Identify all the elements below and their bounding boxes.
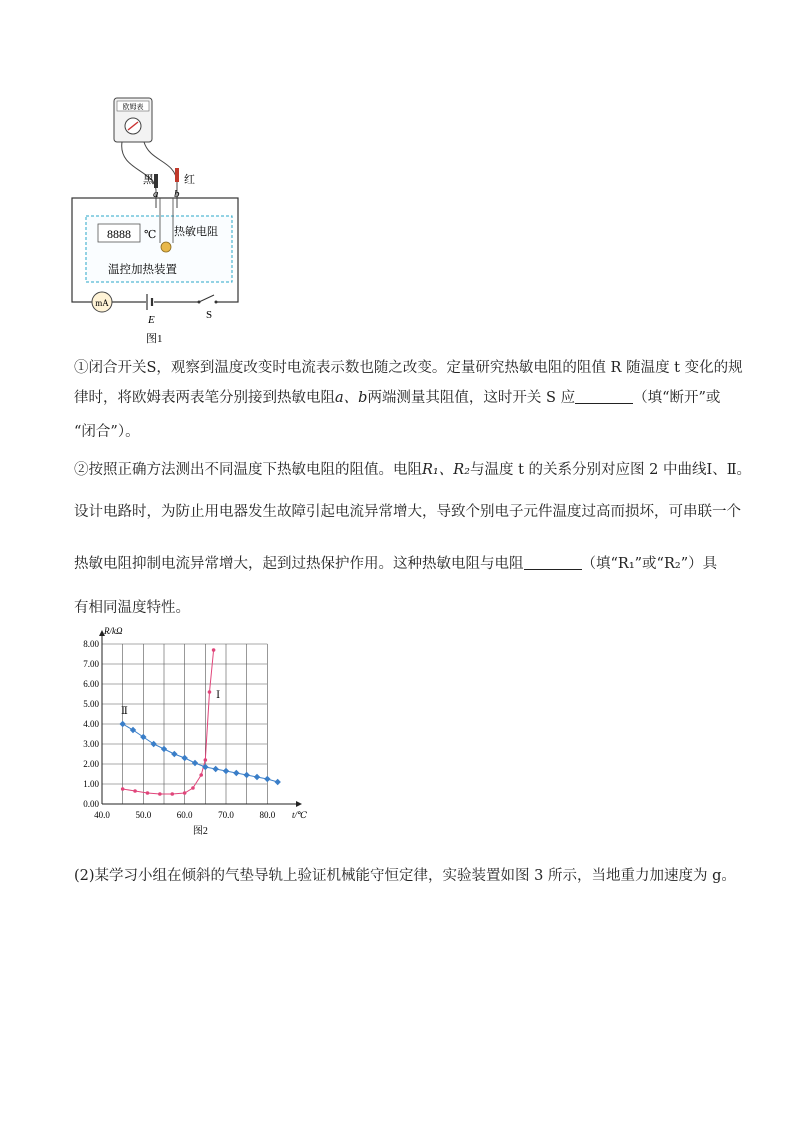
q1-ab: a、b (335, 390, 368, 406)
y-tick-label: 1.00 (83, 779, 99, 789)
black-probe (154, 174, 158, 188)
y-axis-label: R/kΩ (104, 626, 123, 636)
y-tick-label: 0.00 (83, 799, 99, 809)
display-digits: 8888 (107, 227, 131, 241)
ammeter-label: mA (95, 298, 109, 308)
q2-line4: 有相同温度特性。 (74, 600, 190, 616)
q2-line3-a: 热敏电阻抑制电流异常增大，起到过热保护作用。这种热敏电阻与电阻 (74, 556, 524, 572)
q1-line2-c: （填“断开”或 (633, 390, 721, 406)
q2-answer-blank[interactable] (524, 555, 582, 570)
data-point-series-1 (121, 787, 125, 791)
q1-answer-blank[interactable] (575, 389, 633, 404)
data-point-series-1 (133, 789, 137, 793)
data-point-series-2 (264, 776, 270, 782)
data-point-series-2 (171, 751, 177, 757)
q2-line2: 设计电路时，为防止用电器发生故障引起电流异常增大，导致个别电子元件温度过高而损坏，可串联一个 (74, 504, 741, 520)
x-tick-label: 60.0 (176, 810, 193, 820)
data-point-series-2 (243, 772, 249, 778)
thermistor-label: 热敏电阻 (174, 226, 218, 238)
figure1-caption: 图1 (146, 333, 163, 345)
y-tick-label: 4.00 (83, 719, 99, 729)
y-tick-label: 5.00 (83, 699, 99, 709)
figure2-chart (72, 620, 312, 845)
series-line-2 (123, 724, 278, 782)
x-tick-label: 50.0 (135, 810, 152, 820)
device-label: 温控加热装置 (108, 264, 177, 276)
terminal-a-label: a (153, 188, 159, 200)
q2-line1-a: ②按照正确方法测出不同温度下热敏电阻的阻值。电阻 (74, 462, 422, 478)
x-tick-label: 40.0 (94, 810, 110, 820)
q2-line3 (74, 554, 717, 574)
switch-label: S (206, 309, 213, 321)
q1-line1: ①闭合开关S，观察到温度改变时电流表示数也随之改变。定量研究热敏电阻的阻值 R 随温度 t 变化的规 (74, 360, 743, 376)
ohmmeter-label: 欧姆表 (122, 103, 144, 111)
x-tick-label: 70.0 (218, 810, 234, 820)
data-point-series-1 (158, 792, 162, 796)
data-point-series-2 (233, 770, 239, 776)
data-point-series-1 (208, 690, 212, 694)
data-point-series-1 (204, 758, 208, 762)
q1-line2-b: 两端测量其阻值，这时开关 S 应 (367, 390, 576, 406)
y-tick-label: 3.00 (83, 739, 99, 749)
battery-label: E (148, 314, 155, 326)
curve-label-2: Ⅱ (121, 706, 128, 717)
data-point-series-2 (119, 721, 125, 727)
data-point-series-2 (181, 755, 187, 761)
data-point-series-2 (223, 768, 229, 774)
q1-line2-a: 律时，将欧姆表两表笔分别接到热敏电阻 (74, 390, 335, 406)
y-tick-label: 6.00 (83, 679, 99, 689)
probe-black-label: 黑 (143, 174, 154, 186)
q2-line1 (74, 460, 751, 480)
q2-line1-b: 与温度 t 的关系分别对应图 2 中曲线 (469, 462, 707, 478)
data-point-series-2 (254, 774, 260, 780)
data-point-series-1 (183, 791, 187, 795)
x-tick-label: 80.0 (259, 810, 276, 820)
q3-line1: (2)某学习小组在倾斜的气垫导轨上验证机械能守恒定律，实验装置如图 3 所示，当地重力加速度为 g。 (74, 868, 736, 884)
data-point-series-2 (212, 766, 218, 772)
terminal-b-label: b (174, 188, 180, 200)
data-point-series-2 (192, 760, 198, 766)
q2-line3-b: （填“R₁”或“R₂”）具 (581, 556, 718, 572)
y-tick-label: 2.00 (83, 759, 99, 769)
q2-curves: Ⅰ、Ⅱ。 (706, 462, 752, 478)
data-point-series-2 (130, 727, 136, 733)
q1-line2 (74, 388, 720, 408)
figure1-circuit (60, 90, 250, 350)
data-point-series-2 (150, 741, 156, 747)
y-tick-label: 8.00 (83, 639, 99, 649)
curve-label-1: Ⅰ (216, 690, 221, 701)
series-line-1 (123, 650, 214, 794)
data-point-series-1 (146, 791, 150, 795)
data-point-series-1 (212, 648, 216, 652)
data-point-series-1 (191, 786, 195, 790)
data-point-series-2 (161, 746, 167, 752)
display-unit: ℃ (144, 229, 157, 241)
data-point-series-2 (140, 734, 146, 740)
data-point-series-1 (170, 792, 174, 796)
y-tick-label: 7.00 (83, 659, 99, 669)
probe-red-label: 红 (184, 174, 195, 186)
data-point-series-1 (199, 773, 203, 777)
x-axis-label: t/℃ (292, 810, 308, 820)
q2-r1r2: R₁、R₂ (422, 462, 470, 478)
red-probe (175, 168, 179, 182)
figure2-caption: 图2 (192, 826, 208, 837)
q1-line3: “闭合”）。 (74, 424, 140, 440)
thermistor-icon (161, 242, 171, 252)
x-axis-arrow (296, 801, 302, 807)
data-point-series-2 (274, 779, 280, 785)
